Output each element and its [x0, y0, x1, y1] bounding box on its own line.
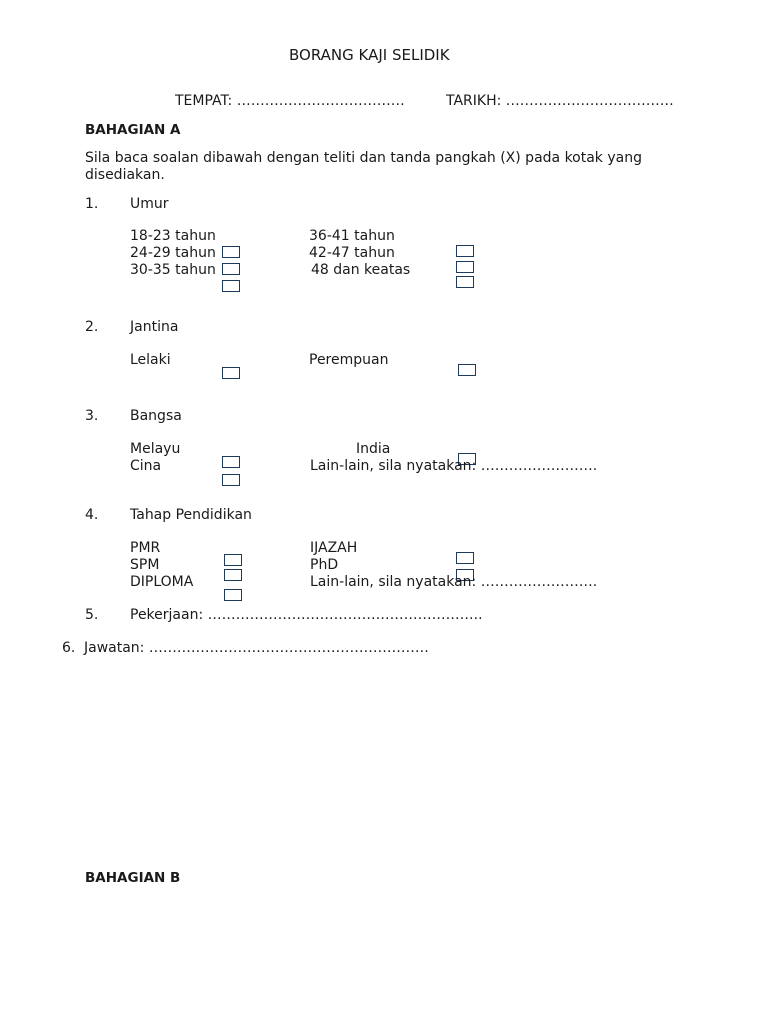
q1-number: 1. — [85, 196, 99, 212]
form-title: BORANG KAJI SELIDIK — [289, 46, 450, 64]
q1-option-24-29: 24-29 tahun — [130, 245, 216, 261]
q3-option-india: India — [356, 441, 391, 457]
section-b-heading: BAHAGIAN B — [85, 870, 181, 886]
q1-checkbox-18-23[interactable] — [222, 246, 240, 258]
q6-jawatan-field[interactable]: Jawatan: …………………………………………………… — [84, 640, 429, 656]
q1-checkbox-30-35[interactable] — [222, 280, 240, 292]
q4-checkbox-diploma[interactable] — [224, 589, 242, 601]
q5-pekerjaan-field[interactable]: Pekerjaan: ………………………………………………….. — [130, 607, 483, 623]
section-a-heading: BAHAGIAN A — [85, 122, 181, 138]
instruction-line-2: disediakan. — [85, 167, 165, 183]
q3-checkbox-melayu[interactable] — [222, 456, 240, 468]
q3-number: 3. — [85, 408, 99, 424]
q6-number: 6. — [62, 640, 76, 656]
tarikh-field[interactable]: TARIKH: ……………………………… — [446, 93, 674, 109]
q2-option-lelaki: Lelaki — [130, 352, 171, 368]
q1-label: Umur — [130, 196, 169, 212]
q1-option-42-47: 42-47 tahun — [309, 245, 395, 261]
q4-option-diploma: DIPLOMA — [130, 574, 194, 590]
q2-checkbox-lelaki[interactable] — [222, 367, 240, 379]
q2-label: Jantina — [130, 319, 179, 335]
q1-checkbox-48-above[interactable] — [456, 276, 474, 288]
q1-checkbox-42-47[interactable] — [456, 261, 474, 273]
q3-checkbox-cina[interactable] — [222, 474, 240, 486]
q1-option-36-41: 36-41 tahun — [309, 228, 395, 244]
q1-option-30-35: 30-35 tahun — [130, 262, 216, 278]
q3-option-melayu: Melayu — [130, 441, 181, 457]
q4-option-ijazah: IJAZAH — [310, 540, 358, 556]
q4-option-phd: PhD — [310, 557, 339, 573]
q3-option-cina: Cina — [130, 458, 162, 474]
tempat-field[interactable]: TEMPAT: ……………………………… — [175, 93, 405, 109]
q1-checkbox-36-41[interactable] — [456, 245, 474, 257]
q1-option-48-above: 48 dan keatas — [311, 262, 411, 278]
q4-number: 4. — [85, 507, 99, 523]
q4-option-pmr: PMR — [130, 540, 161, 556]
q2-option-perempuan: Perempuan — [309, 352, 389, 368]
instruction-line-1: Sila baca soalan dibawah dengan teliti dan tanda pangkah (X) pada kotak yang — [85, 150, 642, 166]
q5-number: 5. — [85, 607, 99, 623]
q4-checkbox-ijazah[interactable] — [456, 552, 474, 564]
q2-number: 2. — [85, 319, 99, 335]
q2-checkbox-perempuan[interactable] — [458, 364, 476, 376]
q4-checkbox-pmr[interactable] — [224, 554, 242, 566]
q1-option-18-23: 18-23 tahun — [130, 228, 216, 244]
q4-checkbox-spm[interactable] — [224, 569, 242, 581]
q3-label: Bangsa — [130, 408, 182, 424]
q4-option-lain-lain[interactable]: Lain-lain, sila nyatakan: ……………………. — [310, 574, 598, 590]
q3-option-lain-lain[interactable]: Lain-lain, sila nyatakan: ……………………. — [310, 458, 598, 474]
q4-option-spm: SPM — [130, 557, 160, 573]
q1-checkbox-24-29[interactable] — [222, 263, 240, 275]
q4-label: Tahap Pendidikan — [130, 507, 252, 523]
